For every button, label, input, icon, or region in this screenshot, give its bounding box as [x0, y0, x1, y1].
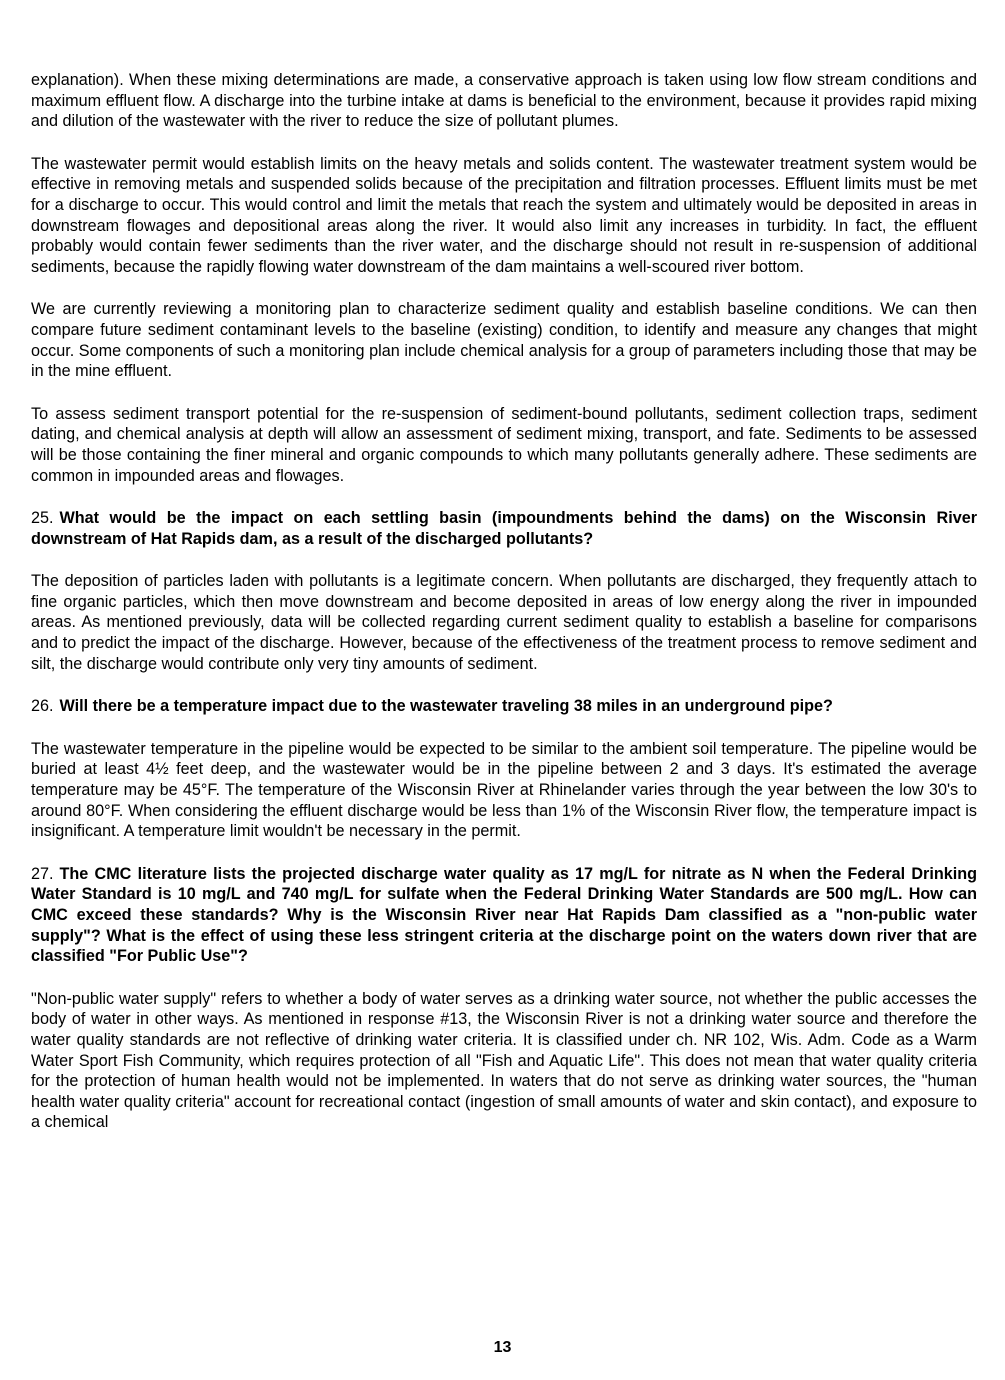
answer-27: "Non-public water supply" refers to whether a body of water serves as a drinking water source, not whether the public accesses the body of water in other ways. As mentioned in response #13, the Wisconsin River is not a drinking water source and therefore the water quality standards are not reflective of drinking water criteria. It is classified under ch. NR 102, Wis. Adm. Code as a Warm Water Sport Fish Community, which requires protection of all "Fish and Aquatic Life". This does not mean that water quality criteria for the protection of human health would not be implemented. In waters that do not serve as drinking water sources, the "human health water quality criteria" account for recreational contact (ingestion of small amounts of water and skin contact), and exposure to a chemical	[31, 989, 977, 1132]
question-25	[31, 508, 977, 549]
paragraph-permit-limits: The wastewater permit would establish limits on the heavy metals and solids content. The wastewater treatment system would be effective in removing metals and suspended solids because of the precipitation and filtration processes. Effluent limits must be met for a discharge to occur. This would control and limit the metals that reach the system and ultimately would be deposited in areas in downstream flowages and depositional areas along the river. It would also limit any increases in turbidity. In fact, the effluent probably would contain fewer sediments than the river water, and the discharge should not result in re-suspension of additional sediments, because the rapidly flowing water downstream of the dam maintains a well-scoured river bottom.	[31, 154, 977, 276]
question-25-text: What would be the impact on each settling basin (impoundments behind the dams) on the Wisconsin River downstream of Hat Rapids dam, as a result of the discharged pollutants?	[31, 509, 977, 548]
question-27	[31, 864, 977, 967]
page-number: 13	[493, 1339, 512, 1356]
paragraph-monitoring-plan: We are currently reviewing a monitoring plan to characterize sediment quality and establish baseline conditions. We can then compare future sediment contaminant levels to the baseline (existing) condition, to identify and measure any changes that might occur. Some components of such a monitoring plan include chemical analysis for a group of parameters including those that may be in the mine effluent.	[31, 300, 977, 381]
paragraph-mixing: explanation). When these mixing determinations are made, a conservative approach is taken using low flow stream conditions and maximum effluent flow. A discharge into the turbine intake at dams is beneficial to the environment, because it provides rapid mixing and dilution of the wastewater with the river to reduce the size of pollutant plumes.	[31, 71, 977, 131]
document-page	[31, 70, 977, 1155]
question-26-text: Will there be a temperature impact due to the wastewater traveling 38 miles in an underground pipe?	[59, 697, 833, 716]
answer-25: The deposition of particles laden with pollutants is a legitimate concern. When pollutants are discharged, they frequently attach to fine organic particles, which then move downstream and become deposited in areas of low energy along the river in impounded areas. As mentioned previously, data will be collected regarding current sediment quality to establish a baseline for comparisons and to predict the impact of the discharge. However, because of the effectiveness of the treatment process to remove sediment and silt, the discharge would contribute only very tiny amounts of sediment.	[31, 572, 977, 673]
question-27-number: 27.	[31, 864, 54, 883]
question-25-number: 25.	[31, 509, 54, 528]
paragraph-sediment-transport: To assess sediment transport potential for the re-suspension of sediment-bound pollutants, sediment collection traps, sediment dating, and chemical analysis at depth will allow an assessment of sediment mixing, transport, and fate. Sediments to be assessed will be those containing the finer mineral and organic compounds to which many pollutants generally adhere. These sediments are common in impounded areas and flowages.	[31, 404, 977, 485]
question-26-number: 26.	[31, 697, 54, 716]
answer-26: The wastewater temperature in the pipeline would be expected to be similar to the ambient soil temperature. The pipeline would be buried at least 4½ feet deep, and the wastewater would be in the pipeline between 2 and 3 days. It's estimated the average temperature may be 45°F. The temperature of the Wisconsin River at Rhinelander varies through the year between the low 30's to around 80°F. When considering the effluent discharge would be less than 1% of the Wisconsin River flow, the temperature impact is insignificant. A temperature limit wouldn't be necessary in the permit.	[31, 739, 977, 841]
question-26	[31, 696, 977, 717]
question-27-text: The CMC literature lists the projected discharge water quality as 17 mg/L for nitrate as N when the Federal Drinking Water Standard is 10 mg/L and 740 mg/L for sulfate when the Federal Drinking Water Standards are 500 mg/L. How can CMC exceed these standards? Why is the Wisconsin River near Hat Rapids Dam classified as a "non-public water supply"? What is the effect of using these less stringent criteria at the discharge point on the waters down river that are classified "For Public Use"?	[31, 864, 977, 966]
